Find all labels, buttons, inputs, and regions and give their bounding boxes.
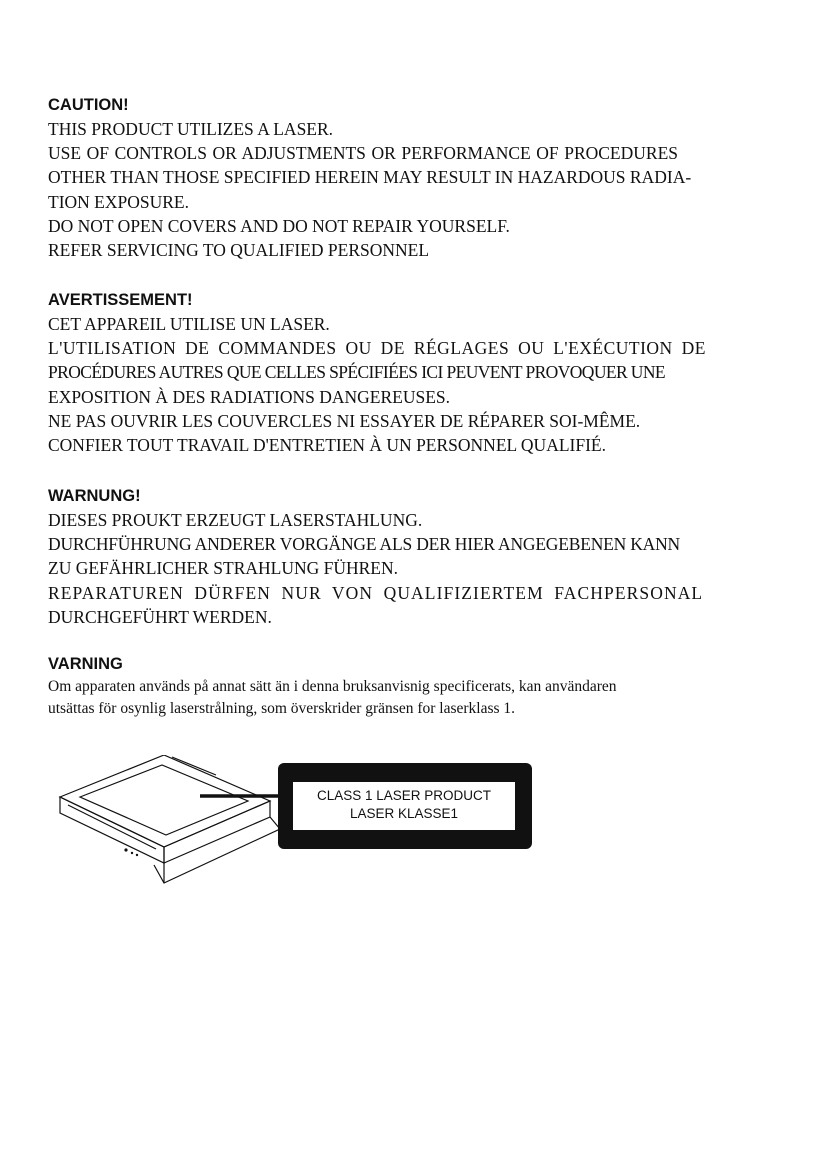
avertissement-line: CONFIER TOUT TRAVAIL D'ENTRETIEN À UN PERSONNEL QUALIFIÉ. [48, 435, 606, 456]
warnung-line: DIESES PROUKT ERZEUGT LASERSTAHLUNG. [48, 510, 423, 530]
drive-label-figure [52, 755, 552, 895]
optical-drive-illustration [52, 755, 292, 895]
caution-section [48, 94, 788, 262]
varning-heading: VARNING [48, 655, 123, 673]
varning-section [48, 653, 788, 720]
varning-line: Om apparaten används på annat sätt än i denna bruksanvisnig specificerats, kan användaren [48, 678, 617, 695]
warnung-line: REPARATUREN DÜRFEN NUR VON QUALIFIZIERTEM FACHPERSONAL [48, 582, 704, 603]
warnung-line: ZU GEFÄHRLICHER STRAHLUNG FÜHREN. [48, 558, 399, 579]
label-line-2: LASER KLASSE1 [349, 806, 459, 821]
caution-line: DO NOT OPEN COVERS AND DO NOT REPAIR YOURSELF. [48, 215, 510, 236]
warnung-line: DURCHGEFÜHRT WERDEN. [48, 606, 272, 627]
caution-line: THIS PRODUCT UTILIZES A LASER. [48, 119, 334, 139]
avertissement-section [48, 289, 788, 457]
label-line-1: CLASS 1 LASER PRODUCT [316, 788, 492, 803]
caution-line: REFER SERVICING TO QUALIFIED PERSONNEL [48, 240, 430, 261]
caution-line: TION EXPOSURE. [48, 191, 189, 212]
warnung-heading: WARNUNG! [48, 487, 141, 505]
avertissement-heading: AVERTISSEMENT! [48, 291, 193, 309]
caution-line: USE OF CONTROLS OR ADJUSTMENTS OR PERFORMANCE OF PROCEDURES [48, 143, 678, 164]
warnung-line: DURCHFÜHRUNG ANDERER VORGÄNGE ALS DER HIER ANGEGEBENEN KANN [48, 534, 680, 555]
laser-class-label [278, 763, 532, 849]
warnung-section [48, 485, 788, 629]
caution-heading: CAUTION! [48, 96, 129, 114]
avertissement-line: PROCÉDURES AUTRES QUE CELLES SPÉCIFIÉES ICI PEUVENT PROVOQUER UNE [48, 362, 665, 383]
avertissement-line: L'UTILISATION DE COMMANDES OU DE RÉGLAGES OU L'EXÉCUTION DE [48, 338, 706, 359]
avertissement-line: CET APPAREIL UTILISE UN LASER. [48, 314, 330, 334]
caution-line: OTHER THAN THOSE SPECIFIED HEREIN MAY RESULT IN HAZARDOUS RADIA- [48, 167, 692, 188]
avertissement-line: EXPOSITION À DES RADIATIONS DANGEREUSES. [48, 386, 451, 407]
avertissement-line: NE PAS OUVRIR LES COUVERCLES NI ESSAYER DE RÉPARER SOI-MÊME. [48, 410, 641, 431]
label-text-panel [293, 782, 515, 830]
varning-line: utsättas för osynlig laserstrålning, som överskrider gränsen for laserklass 1. [48, 700, 516, 717]
